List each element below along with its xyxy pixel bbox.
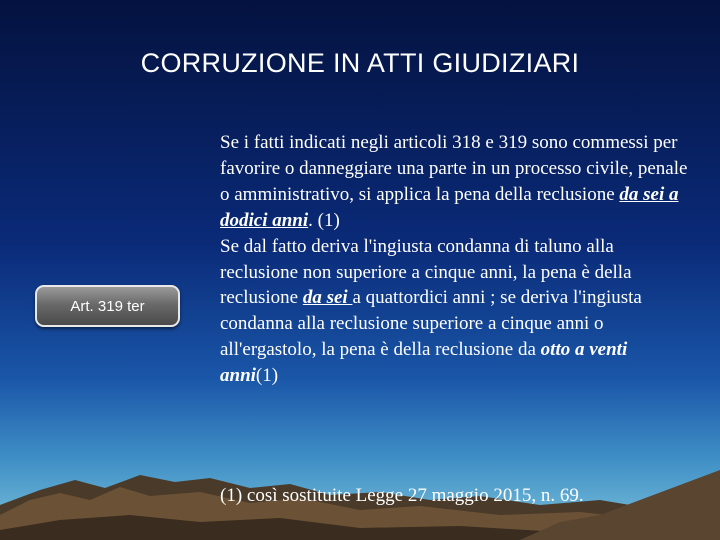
paragraph-1-text: Se i fatti indicati negli articoli 318 e 319 sono commessi per favorire o danneggiare una parte in un processo civile, penale o amministrativo, si applica la pena della reclusione [220,132,688,205]
paragraph-1-ref: . (1) [308,209,340,231]
paragraph-1-emphasis: da sei a dodici anni [220,183,679,231]
article-badge: Art. 319 ter [35,285,180,327]
slide-title: CORRUZIONE IN ATTI GIUDIZIARI [140,48,580,78]
paragraph-2-text-2: a quattordici anni ; se deriva l'ingiusta condanna alla reclusione superiore a cinque anni o all'ergastolo, la pena è della reclusione da [220,287,642,361]
paragraph-2-emphasis-2: otto a venti anni [220,339,628,387]
footnote: (1) così sostituite Legge 27 maggio 2015, n. 69. [220,485,584,506]
paragraph-2 [220,234,690,389]
paragraph-2-emphasis-1: da sei [302,287,353,309]
article-text [220,130,690,389]
paragraph-1 [220,130,690,234]
paragraph-2-text: Se dal fatto deriva l'ingiusta condanna di taluno alla reclusione non superiore a cinque anni, la pena è della reclusione [220,235,632,309]
paragraph-2-ref: (1) [255,365,279,387]
